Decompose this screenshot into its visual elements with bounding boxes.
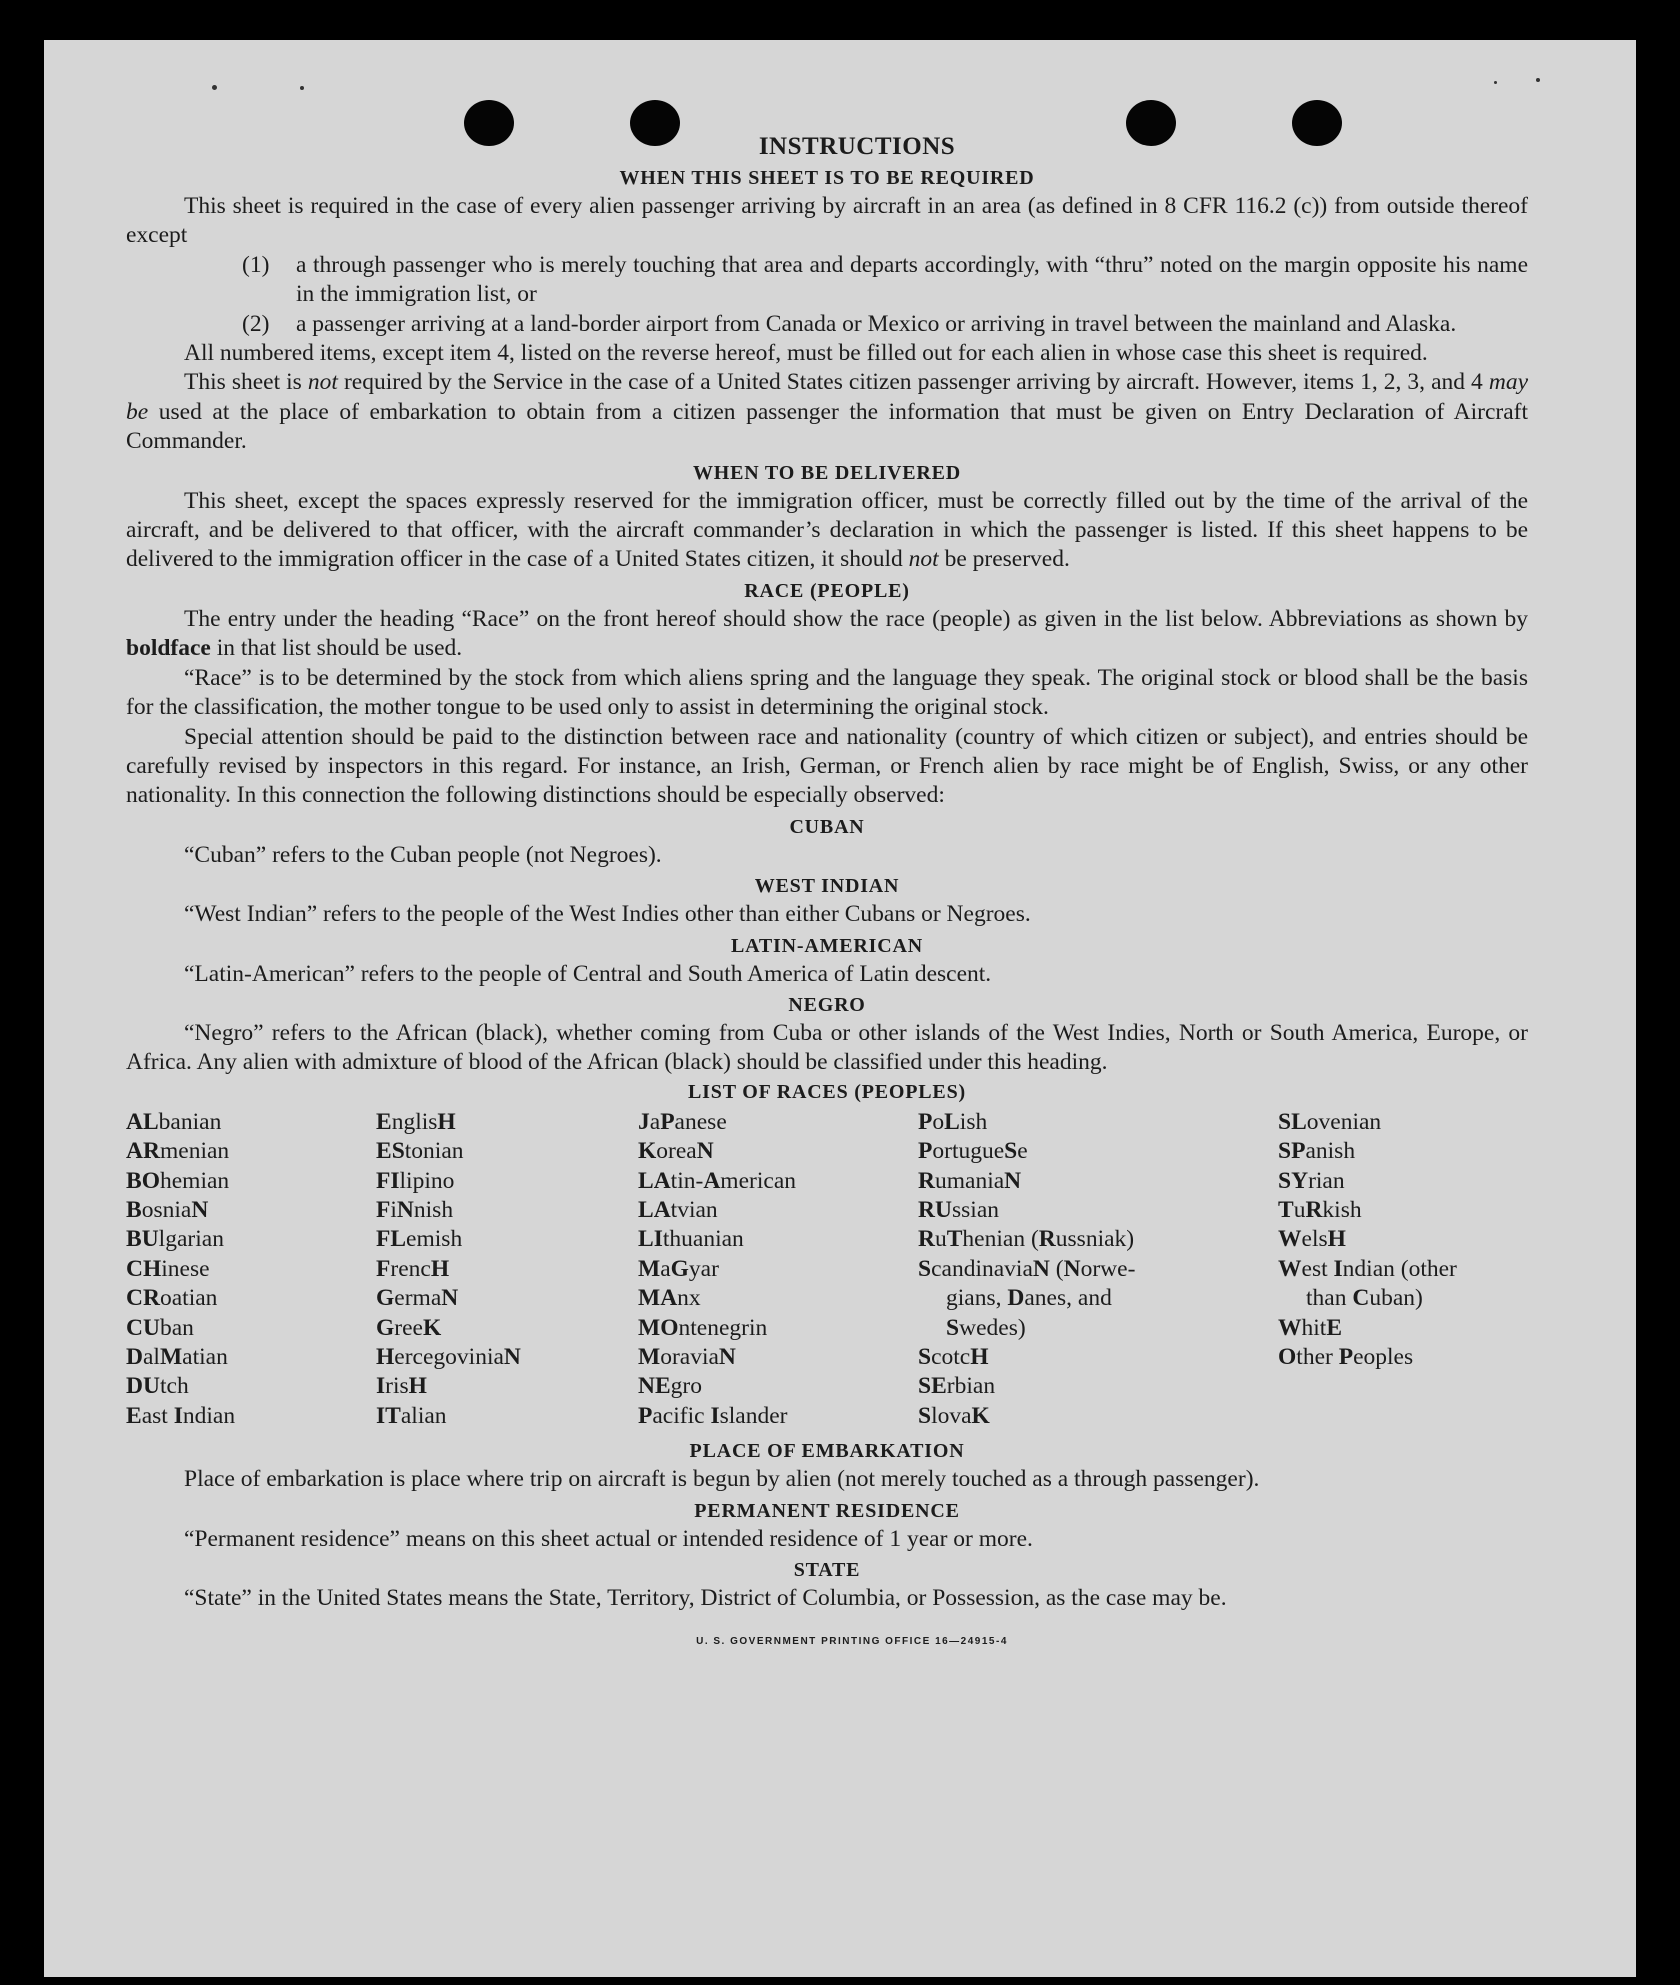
paragraph: This sheet is required in the case of every alien passenger arriving by aircraft in an area (as defined in 8 CFR 116.2 (c)) from outside thereof except — [126, 193, 1528, 249]
text-run: This sheet is — [184, 369, 308, 396]
text-run: required by the Service in the case of a United States citizen passenger arriving by aircraft. However, items 1, 2, 3, and 4 — [337, 369, 1489, 396]
race-entry: TuRkish — [1278, 1196, 1362, 1223]
race-entry: FrencH — [376, 1255, 450, 1282]
race-entry: RumaniaN — [918, 1167, 1022, 1194]
race-column — [638, 1108, 918, 1431]
race-entry: East Indian — [126, 1402, 236, 1429]
race-entry: MOntenegrin — [638, 1314, 768, 1341]
race-entry: FiNnish — [376, 1196, 454, 1223]
race-entry: CHinese — [126, 1255, 210, 1282]
race-entry: ScotcH — [918, 1344, 989, 1370]
race-entry: Other Peoples — [1278, 1344, 1414, 1370]
section-heading: WEST INDIAN — [754, 875, 900, 898]
race-list — [126, 1108, 1528, 1431]
document-sheet — [44, 40, 1636, 1977]
race-entry: SErbian — [918, 1373, 996, 1400]
speck — [300, 86, 304, 90]
race-entry: BUlgarian — [126, 1226, 224, 1253]
section-heading: STATE — [793, 1559, 861, 1582]
section-heading: LIST OF RACES (PEOPLES) — [688, 1080, 966, 1103]
speck — [212, 85, 217, 90]
race-entry: CUban — [126, 1314, 194, 1341]
race-entry: CRoatian — [126, 1285, 218, 1312]
list-item — [126, 251, 1528, 310]
race-entry: SPanish — [1278, 1138, 1356, 1165]
race-entry: WelsH — [1278, 1226, 1346, 1253]
document-content — [126, 132, 1528, 1657]
race-entry: RUssian — [918, 1196, 999, 1223]
section-heading: LATIN-AMERICAN — [731, 934, 923, 957]
race-entry: DalMatian — [126, 1344, 228, 1370]
paragraph — [126, 487, 1528, 575]
paragraph: “Cuban” refers to the Cuban people (not Negroes). — [184, 841, 662, 868]
item-text: a through passenger who is merely touching that area and departs accordingly, with “thru” noted on the margin opposite his name in the immigration list, or — [296, 251, 1528, 308]
race-entry: LAtvian — [638, 1196, 718, 1223]
race-entry: SlovaK — [918, 1402, 990, 1429]
race-column — [126, 1108, 376, 1431]
race-entry: GreeK — [376, 1314, 442, 1341]
text-run: be preserved. — [938, 546, 1070, 573]
text-run: used at the place of embarkation to obtain from a citizen passenger the information that must be given on Entry Declaration of Aircraft Commander. — [126, 398, 1528, 455]
list-item — [126, 310, 1528, 339]
speck — [1536, 78, 1540, 82]
bold-text: boldface — [126, 635, 211, 662]
page-title: INSTRUCTIONS — [758, 133, 956, 160]
emphasis: may be — [126, 369, 1528, 425]
race-entry: JaPanese — [638, 1108, 727, 1135]
paragraph: “West Indian” refers to the people of the West Indies other than either Cubans or Negroes. — [184, 901, 1031, 928]
paragraph: All numbered items, except item 4, listed on the reverse hereof, must be filled out for each alien in whose case this sheet is required. — [184, 340, 1428, 367]
section-heading: WHEN THIS SHEET IS TO BE REQUIRED — [619, 167, 1035, 189]
emphasis: not — [908, 546, 939, 573]
item-number: (1) — [242, 251, 270, 278]
race-entry: gians, Danes, and — [946, 1285, 1112, 1312]
race-entry: HercegoviniaN — [376, 1344, 521, 1370]
item-number: (2) — [242, 310, 270, 337]
section-heading: RACE (PEOPLE) — [744, 579, 910, 602]
race-entry: WhitE — [1278, 1314, 1342, 1341]
race-column — [918, 1108, 1278, 1431]
race-entry: ScandinaviaN (Norwe- — [918, 1255, 1136, 1282]
race-entry: SYrian — [1278, 1167, 1345, 1194]
race-entry: Swedes) — [946, 1314, 1026, 1341]
race-entry: Pacific Islander — [638, 1402, 788, 1429]
race-column — [376, 1108, 638, 1431]
race-entry: FLemish — [376, 1226, 463, 1253]
race-entry: LIthuanian — [638, 1226, 744, 1253]
race-entry: PoLish — [918, 1108, 988, 1135]
paragraph: Special attention should be paid to the distinction between race and nationality (country of which citizen or subject), and entries should be carefully revised by inspectors in this regard. For instance, an Irish, German, or French alien by race might be of English, Swiss, or any other nationality. In this connection the following distinctions should be especially observed: — [126, 723, 1528, 809]
race-entry: IrisH — [376, 1373, 427, 1400]
race-entry: RuThenian (Russniak) — [918, 1226, 1135, 1253]
race-entry: EStonian — [376, 1138, 464, 1165]
race-entry: BosniaN — [126, 1196, 209, 1223]
section-heading: PERMANENT RESIDENCE — [694, 1499, 960, 1522]
race-entry: PortugueSe — [918, 1138, 1028, 1165]
text-run: This sheet, except the spaces expressly reserved for the immigration officer, must be correctly filled out by the time of the arrival of the aircraft, and be delivered to that officer, with the aircraft commander’s declaration in which the passenger is listed. If this sheet happens to be delivered to the immigration officer in the case of a United States citizen, it should — [126, 487, 1528, 573]
section-heading: NEGRO — [788, 993, 866, 1016]
paragraph: “State” in the United States means the State, Territory, District of Columbia, or Possession, as the case may be. — [184, 1585, 1227, 1612]
paragraph — [126, 368, 1528, 456]
race-entry: BOhemian — [126, 1167, 230, 1194]
race-entry: KoreaN — [638, 1138, 714, 1165]
paragraph: “Race” is to be determined by the stock from which aliens spring and the language they speak. The original stock or blood shall be the basis for the classification, the mother tongue to be used only to assist in determining the original stock. — [126, 664, 1528, 721]
paragraph: Place of embarkation is place where trip on aircraft is begun by alien (not merely touched as a through passenger). — [184, 1466, 1260, 1493]
race-entry: ALbanian — [126, 1108, 222, 1135]
item-text: a passenger arriving at a land-border airport from Canada or Mexico or arriving in travel between the mainland and Alaska. — [296, 310, 1457, 337]
race-entry: SLovenian — [1278, 1108, 1382, 1135]
race-entry: MAnx — [638, 1285, 701, 1312]
race-entry: EnglisH — [376, 1108, 456, 1135]
race-entry: GermaN — [376, 1285, 459, 1312]
section-heading: PLACE OF EMBARKATION — [689, 1440, 965, 1463]
race-entry: ARmenian — [126, 1138, 230, 1165]
race-entry: MoraviaN — [638, 1344, 736, 1370]
race-entry: NEgro — [638, 1373, 702, 1400]
emphasis: not — [307, 369, 338, 396]
race-entry: ITalian — [376, 1402, 447, 1429]
race-entry: than Cuban) — [1306, 1285, 1423, 1312]
paragraph: “Negro” refers to the African (black), whether coming from Cuba or other islands of the West Indies, North or South America, Europe, or Africa. Any alien with admixture of blood of the African (black) should be classified under this heading. — [126, 1019, 1528, 1076]
text-run: in that list should be used. — [210, 635, 463, 662]
race-entry: FIlipino — [376, 1167, 455, 1194]
race-entry: DUtch — [126, 1373, 189, 1400]
paragraph: “Permanent residence” means on this sheet actual or intended residence of 1 year or more. — [184, 1525, 1033, 1552]
text-run: The entry under the heading “Race” on the front hereof should show the race (people) as given in the list below. Abbreviations as shown by — [184, 605, 1528, 632]
race-column — [1278, 1108, 1528, 1431]
paragraph — [126, 605, 1528, 664]
race-entry: West Indian (other — [1278, 1255, 1457, 1282]
printer-imprint: U. S. GOVERNMENT PRINTING OFFICE 16—24915-4 — [696, 1636, 1008, 1648]
section-heading: CUBAN — [789, 815, 865, 838]
race-entry: MaGyar — [638, 1255, 719, 1282]
section-heading: WHEN TO BE DELIVERED — [692, 461, 962, 484]
speck — [1494, 81, 1497, 84]
paragraph: “Latin-American” refers to the people of Central and South America of Latin descent. — [184, 960, 992, 987]
race-entry: LAtin-American — [638, 1167, 796, 1194]
